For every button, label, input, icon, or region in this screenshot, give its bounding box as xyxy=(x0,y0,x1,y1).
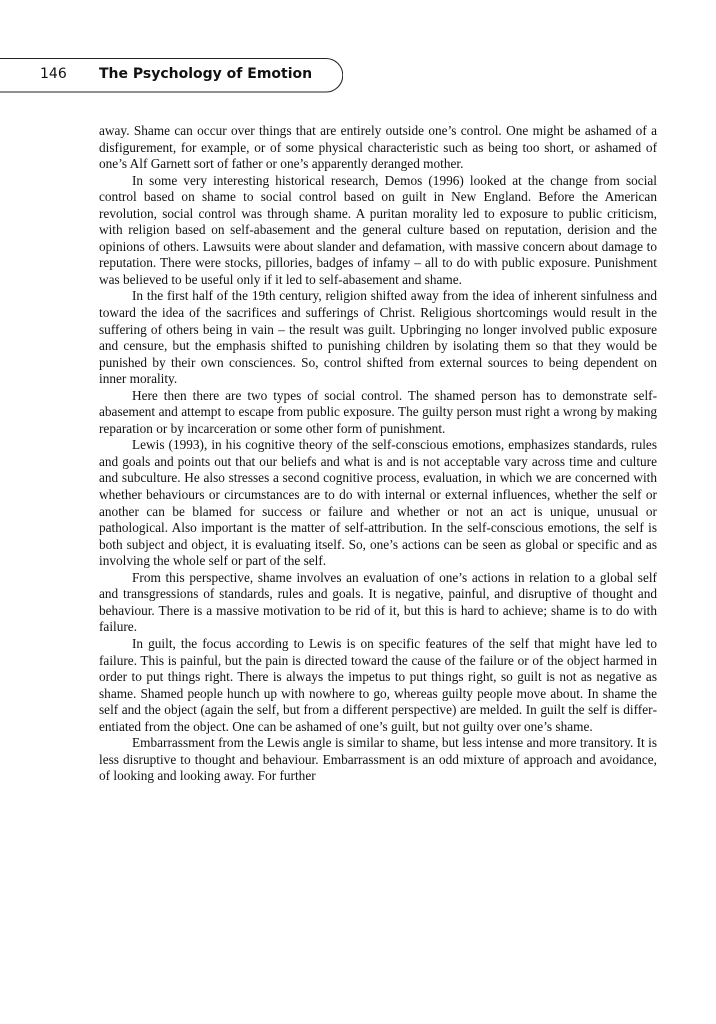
paragraph: away. Shame can occur over things that are entirely outside one’s control. One might be ashamed of a disfigurement, for example, or of some physical characteristic such as being too short, or ashamed of one’s Alf Garnett sort of father or one’s apparently deranged mother. xyxy=(99,123,657,172)
paragraph: Lewis (1993), in his cognitive theory of the self-conscious emotions, emphasizes standards, rules and goals and points out that our beliefs and what is and is not acceptable vary across time and culture and subculture. He also stresses a second cognitive process, evaluation, in which we are concerned with whether behaviours or circumstances are to do with internal or external influences, whether the self or another can be blamed for success or failure and whether or not an act is unique, unusual or pathological. Also important is the matter of self-attribution. In the self-conscious emotions, the self is both subject and object, it is evaluating itself. So, one’s actions can be seen as global or specific and as involving the whole self or part of the self. xyxy=(99,437,657,569)
paragraph: In guilt, the focus according to Lewis is on specific features of the self that might have led to failure. This is painful, but the pain is directed toward the cause of the failure or of the object harmed in order to put things right. There is always the impetus to put things right, so guilt is not as negative as shame. Shamed people hunch up with nowhere to go, whereas guilty people move about. In shame the self and the object (again the self, but from a different perspective) are melded. In guilt the self is differentiated from the object. One can be ashamed of one’s guilt, but not guilty over one’s shame. xyxy=(99,635,657,734)
paragraph: Here then there are two types of social control. The shamed person has to demonstrate self-abasement and attempt to escape from public exposure. The guilty person must right a wrong by making reparation or by incarceration or some other form of punishment. xyxy=(99,387,657,436)
paragraph: From this perspective, shame involves an evaluation of one’s actions in relation to a global self and transgressions of standards, rules and goals. It is negative, painful, and disruptive of thought and behaviour. There is a massive motivation to be rid of it, but this is hard to achieve; shame is to do with failure. xyxy=(99,569,657,635)
running-title: The Psychology of Emotion xyxy=(99,66,313,82)
paragraph: In some very interesting historical research, Demos (1996) looked at the change from social control based on shame to social control based on guilt in New England. Before the American revolution, social control was through shame. A puritan morality led to exposure to public criticism, with religion based on self-abasement and the general culture based on reputation, derision and the opinions of others. Lawsuits were about slander and defamation, with massive concern about damage to reputation. There were stocks, pillories, badges of infamy – all to do with public exposure. Punishment was believed to be useful only if it led to self-abasement and shame. xyxy=(99,172,657,287)
page-number: 146 xyxy=(40,66,67,82)
paragraph: Embarrassment from the Lewis angle is similar to shame, but less intense and more transitory. It is less disruptive to thought and behaviour. Embarrassment is an odd mixture of approach and avoidance, of looking and looking away. For further xyxy=(99,735,657,784)
paragraph: In the first half of the 19th century, religion shifted away from the idea of inherent sinfulness and toward the idea of the sacrifices and sufferings of Christ. Religious shortcomings would result in the suffering of others being in vain – the result was guilt. Upbringing no longer involved public exposure and censure, but the emphasis shifted to punishing children by isolating them so that they would be punished by their own consciences. So, control shifted from external sources to being dependent on inner morality. xyxy=(99,288,657,387)
body-text xyxy=(99,123,657,785)
